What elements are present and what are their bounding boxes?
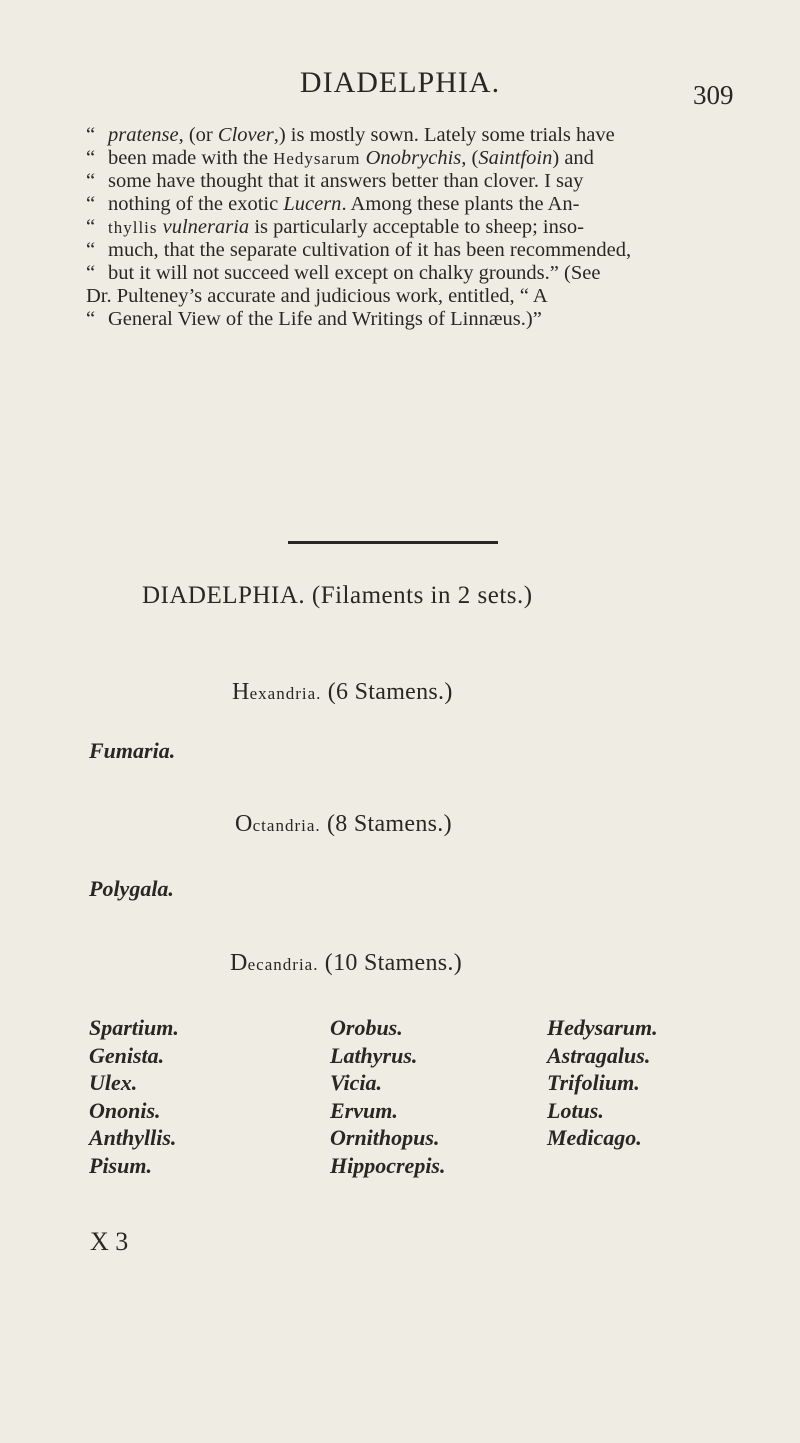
class-name: DIADELPHIA.: [142, 582, 306, 609]
text-line: “ nothing of the exotic Lucern. Among these plants the An-: [86, 193, 580, 215]
text-line: “ much, that the separate cultivation of it has been recommended,: [86, 239, 632, 261]
text-line: Dr. Pulteney’s accurate and judicious work, entitled, “ A: [86, 285, 548, 307]
text-line: “ pratense, (or Clover,) is mostly sown. Lately some trials have: [86, 124, 615, 146]
genus-item: Astragalus.: [547, 1042, 651, 1068]
genus-item: Anthyllis.: [89, 1125, 177, 1150]
genus-column-1: [89, 1014, 179, 1179]
body-paragraph: [86, 124, 756, 331]
text-line: “ been made with the Hedysarum Onobrychis, (Saintfoin) and: [86, 147, 594, 169]
text-line: “ some have thought that it answers better than clover. I say: [86, 170, 584, 192]
genus-fumaria: Fumaria.: [89, 738, 176, 763]
genus-item: Lotus.: [547, 1097, 604, 1123]
genus-item: Spartium.: [89, 1015, 179, 1040]
genus-item: Ornithopus.: [330, 1125, 440, 1150]
genus-item: Lathyrus.: [330, 1042, 418, 1068]
genus-item: Vicia.: [330, 1070, 382, 1095]
genus-item: Ervum.: [330, 1097, 398, 1123]
genus-item: Hedysarum.: [547, 1015, 658, 1040]
text-line: “ General View of the Life and Writings of Linnæus.)”: [86, 308, 542, 330]
text-line: “ but it will not succeed well except on chalky grounds.” (See: [86, 262, 601, 284]
order-heading-hexandria: Hexandria. (6 Stamens.): [232, 679, 453, 705]
genus-item: Pisum.: [89, 1152, 152, 1178]
signature-mark: X 3: [90, 1227, 129, 1256]
running-head: DIADELPHIA.: [299, 66, 501, 99]
order-heading-octandria: Octandria. (8 Stamens.): [235, 811, 452, 837]
genus-item: Ulex.: [89, 1070, 138, 1095]
genus-column-3: [547, 1014, 658, 1152]
class-note: (Filaments in 2 sets.): [311, 582, 533, 609]
page-number: 309: [693, 80, 734, 110]
genus-item: Hippocrepis.: [330, 1152, 446, 1178]
genus-column-2: [330, 1014, 446, 1179]
genus-item: Medicago.: [547, 1125, 642, 1150]
genus-item: Ononis.: [89, 1097, 161, 1123]
genus-item: Orobus.: [330, 1015, 403, 1040]
genus-polygala: Polygala.: [89, 876, 174, 901]
genus-item: Genista.: [89, 1042, 165, 1068]
text-line: “ thyllis vulneraria is particularly acceptable to sheep; inso-: [86, 216, 584, 238]
section-divider: [288, 541, 498, 544]
class-heading: [142, 582, 533, 610]
genus-item: Trifolium.: [547, 1070, 640, 1095]
order-heading-decandria: Decandria. (10 Stamens.): [230, 950, 462, 976]
